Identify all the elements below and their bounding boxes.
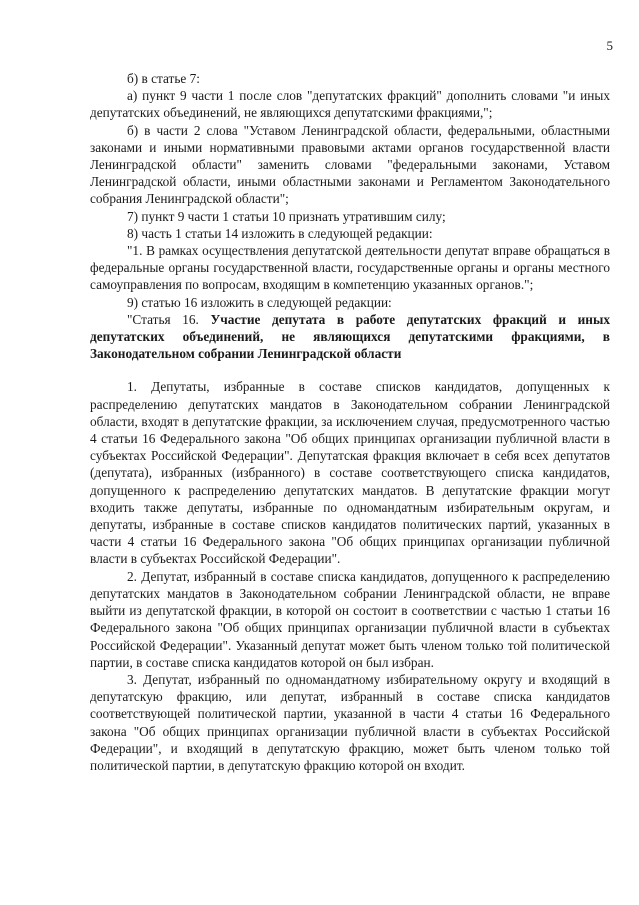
paragraph-article-7-b: б) в части 2 слова "Уставом Ленинградской области, федеральными, областными законами и иными нормативными правовыми актами органов государственной власти Ленинградской области" заменить словами "федеральными законами, Уставом Ленинградской области, иными областными законами и Регламентом Законодательного собрания Ленинградской области";	[90, 122, 610, 207]
document-body	[90, 70, 610, 774]
paragraph-item-9: 9) статью 16 изложить в следующей редакции:	[127, 294, 392, 310]
article-16-heading-title: Участие депутата в работе депутатских фракций и иных депутатских объединений, не являющихся депутатскими фракциями, в Законодательном собрании Ленинградской области	[90, 311, 610, 362]
article-16-part-3: 3. Депутат, избранный по одномандатному избирательному округу и входящий в депутатскую фракцию, или депутат, избранный в составе списка кандидатов соответствующей политической партии, указанной в части 4 статьи 16 Федерального закона "Об общих принципах организации публичной власти в субъектах Российской Федерации", и входящий в депутатскую фракцию, может быть членом только той политической партии, в депутатскую фракцию которой он входит.	[90, 671, 610, 773]
paragraph-article-7-intro: б) в статье 7:	[127, 71, 200, 86]
page-number: 5	[606, 38, 613, 53]
paragraph-article-7-a: а) пункт 9 части 1 после слов "депутатских фракций" дополнить словами "и иных депутатских объединений, не являющихся депутатскими фракциями,";	[90, 88, 610, 121]
paragraph-item-7: 7) пункт 9 части 1 статьи 10 признать утратившим силу;	[127, 208, 446, 224]
spacer	[90, 362, 610, 378]
article-16-heading	[90, 311, 610, 363]
article-16-heading-prefix: "Статья 16.	[127, 311, 211, 327]
article-16-part-1: 1. Депутаты, избранные в составе списков кандидатов, допущенных к распределению депутатских мандатов в Законодательном собрании Ленинградской области, входят в депутатские фракции, за исключением случая, предусмотренного частью 4 статьи 16 Федерального закона "Об общих принципах организации публичной власти в субъектах Российской Федерации". Депутатская фракция включает в себя всех депутатов (депутата), избранных (избранного) в составе соответствующего списка кандидатов, допущенного к распределению депутатских мандатов. В депутатские фракции могут входить также депутаты, избранные по одномандатным избирательным округам, и депутаты, избранные в составе списков кандидатов политических партий, указанных в части 4 статьи 16 Федерального закона "Об общих принципах организации публичной власти в субъектах Российской Федерации".	[90, 379, 610, 567]
paragraph-item-8: 8) часть 1 статьи 14 изложить в следующей редакции:	[127, 225, 433, 241]
paragraph-article-14-text: "1. В рамках осуществления депутатской деятельности депутат вправе обращаться в федеральные органы государственной власти, государственные органы и органы местного самоуправления по вопросам, входящим в компетенцию указанных органов.";	[90, 243, 610, 293]
article-16-part-2: 2. Депутат, избранный в составе списка кандидатов, допущенного к распределению депутатских мандатов в Законодательном собрании Ленинградской области, не вправе выйти из депутатской фракции, в которой он состоит в соответствии с частью 1 статьи 16 Федерального закона "Об общих принципах организации публичной власти в субъектах Российской Федерации". Указанный депутат может быть членом только той политической партии, в составе списка кандидатов которой он был избран.	[90, 568, 610, 670]
